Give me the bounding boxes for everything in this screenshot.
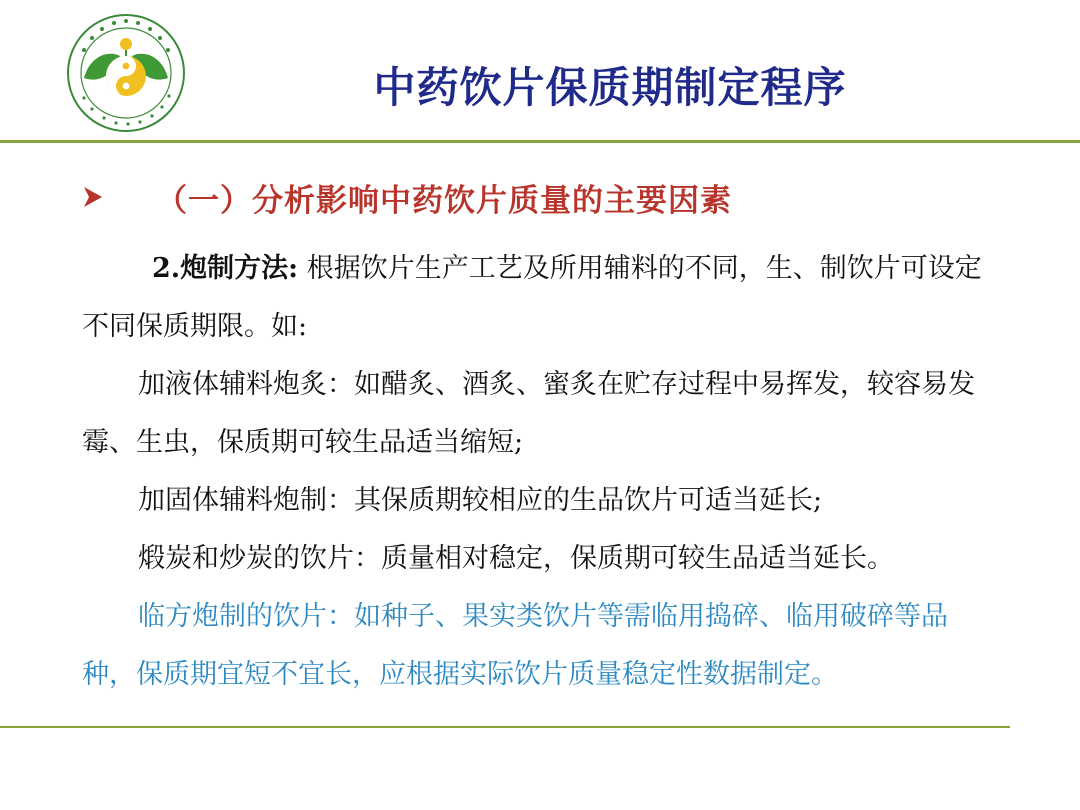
footer-divider	[0, 726, 1010, 728]
paragraph-lead: 2.炮制方法:	[152, 253, 299, 284]
section-heading-row	[82, 172, 732, 222]
paragraph-on-demand-processing: 临方炮制的饮片：如种子、果实类饮片等需临用捣碎、临用破碎等品种，保质期宜短不宜长，应根据实际饮片质量稳定性数据制定。	[82, 601, 948, 690]
paragraph-processing-method	[82, 240, 982, 356]
section-heading: （一）分析影响中药饮片质量的主要因素	[156, 182, 732, 219]
body-content	[82, 240, 982, 704]
institute-logo	[62, 12, 190, 134]
paragraph-text: 根据饮片生产工艺及所用辅料的不同，生、制饮片可设定不同保质期限。如:	[82, 253, 982, 342]
paragraph-liquid-adjuvant: 加液体辅料炮炙：如醋炙、酒炙、蜜炙在贮存过程中易挥发，较容易发霉、生虫，保质期可较生品适当缩短;	[82, 369, 975, 458]
paragraph-solid-adjuvant: 加固体辅料炮制：其保质期较相应的生品饮片可适当延长;	[138, 485, 823, 516]
arrow-bullet-icon	[82, 183, 104, 211]
page-title: 中药饮片保质期制定程序	[373, 63, 847, 112]
paragraph-carbonized: 煅炭和炒炭的饮片：质量相对稳定，保质期可较生品适当延长。	[138, 543, 894, 574]
header-divider	[0, 140, 1080, 143]
